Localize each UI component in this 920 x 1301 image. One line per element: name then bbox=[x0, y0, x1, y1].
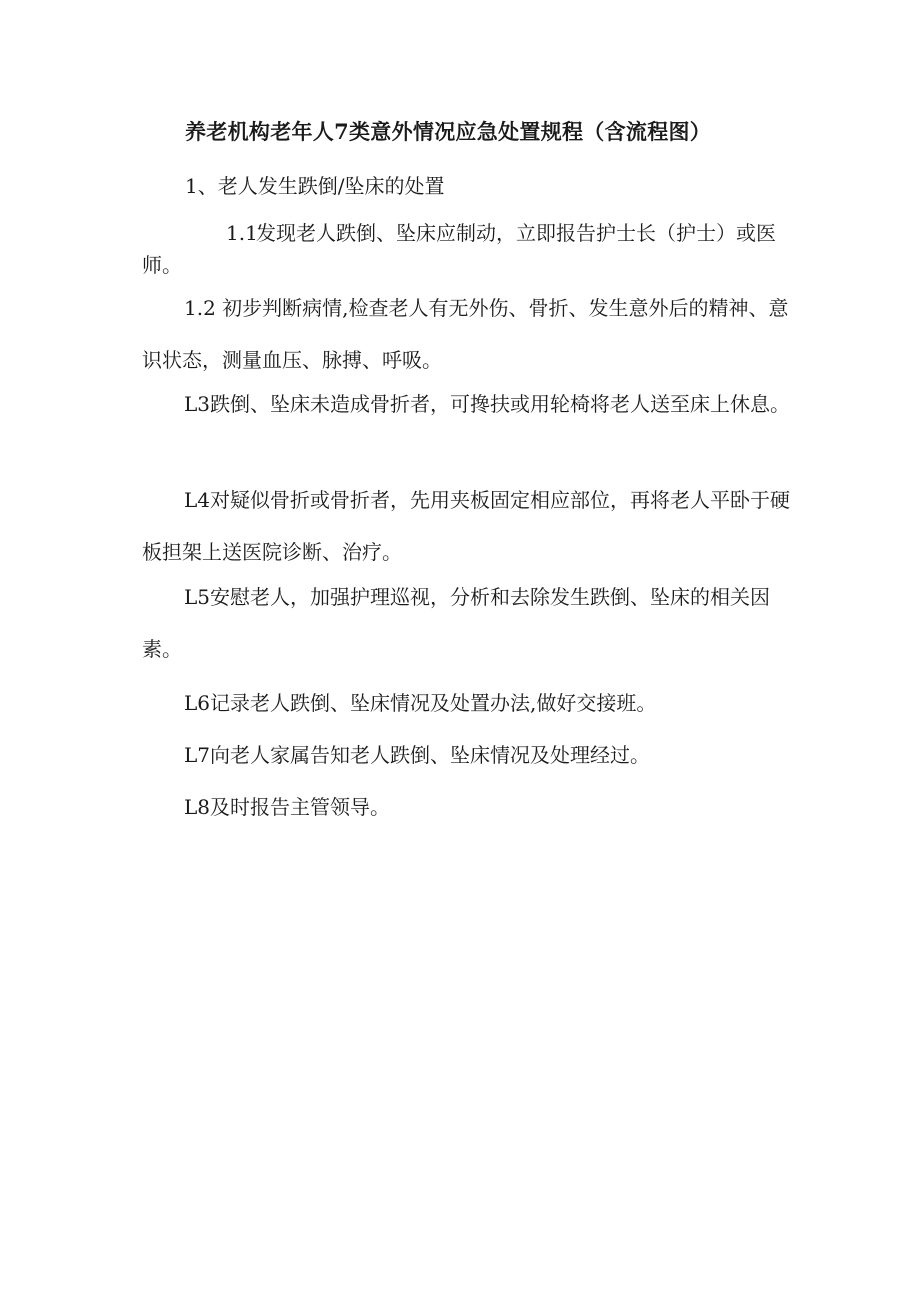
document-title: 养老机构老年人7类意外情况应急处置规程（含流程图） bbox=[185, 119, 712, 144]
item-number: 1.2 bbox=[184, 296, 216, 320]
item-text: 初步判断病情,检查老人有无外伤、骨折、发生意外后的精神、意识状态，测量血压、脉搏、呼吸。 bbox=[142, 296, 789, 372]
section-heading: 1、老人发生跌倒/坠床的处置 bbox=[185, 174, 445, 198]
paragraph-item bbox=[142, 474, 792, 578]
paragraph-item bbox=[142, 781, 792, 833]
item-text: 跌倒、坠床未造成骨折者，可搀扶或用轮椅将老人送至床上休息。 bbox=[210, 392, 791, 416]
paragraph-item bbox=[142, 677, 792, 729]
item-number: L8 bbox=[184, 795, 211, 819]
item-number: L6 bbox=[184, 691, 211, 715]
paragraph-item bbox=[142, 217, 792, 281]
item-number: 1.1 bbox=[226, 221, 258, 245]
item-text: 发现老人跌倒、坠床应制动，立即报告护士长（护士）或医师。 bbox=[142, 221, 776, 277]
paragraph-item bbox=[142, 282, 792, 386]
paragraph-item bbox=[142, 729, 792, 781]
paragraph-item bbox=[142, 571, 792, 675]
item-number: L3 bbox=[184, 392, 211, 416]
item-text: 及时报告主管领导。 bbox=[210, 795, 391, 819]
item-number: L4 bbox=[184, 488, 211, 512]
paragraph-item bbox=[142, 378, 792, 430]
item-number: L7 bbox=[184, 743, 211, 767]
item-number: L5 bbox=[184, 585, 211, 609]
item-text: 向老人家属告知老人跌倒、坠床情况及处理经过。 bbox=[210, 743, 651, 767]
item-text: 记录老人跌倒、坠床情况及处置办法,做好交接班。 bbox=[210, 691, 657, 715]
item-text: 对疑似骨折或骨折者，先用夹板固定相应部位，再将老人平卧于硬板担架上送医院诊断、治疗。 bbox=[142, 488, 791, 564]
item-text: 安慰老人，加强护理巡视，分析和去除发生跌倒、坠床的相关因素。 bbox=[142, 585, 771, 661]
